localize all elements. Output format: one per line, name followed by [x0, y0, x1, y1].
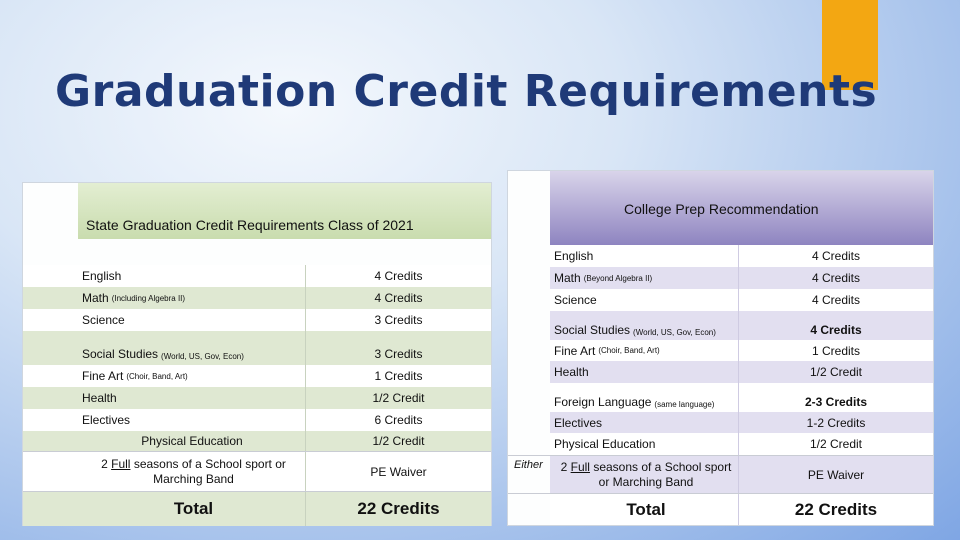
row-label: Science	[82, 313, 125, 327]
row-note: (Beyond Algebra II)	[583, 273, 653, 283]
row-label: Physical Education	[141, 434, 243, 448]
waiver-text: seasons of a School sport or Marching Band	[593, 460, 732, 489]
table-row	[23, 287, 491, 309]
waiver-value: PE Waiver	[738, 456, 933, 494]
row-value: 4 Credits	[738, 289, 933, 311]
row-label: Health	[554, 365, 589, 379]
row-value: 4 Credits	[738, 311, 933, 340]
waiver-value: PE Waiver	[305, 452, 491, 492]
state-requirements-header: State Graduation Credit Requirements Class of 2021	[78, 183, 491, 239]
row-value: 3 Credits	[305, 331, 491, 365]
row-value: 2-3 Credits	[738, 383, 933, 412]
table-row	[508, 412, 933, 433]
row-label: Social Studies	[554, 323, 631, 337]
row-label: English	[82, 269, 122, 283]
waiver-text: seasons of a School sport or Marching Band	[133, 457, 286, 486]
waiver-row	[508, 455, 933, 494]
total-row	[508, 493, 933, 525]
row-value: 4 Credits	[305, 287, 491, 309]
total-value: 22 Credits	[305, 492, 491, 526]
table-row	[23, 265, 491, 287]
table-row	[508, 245, 933, 267]
college-prep-header: College Prep Recommendation	[550, 171, 933, 245]
row-value: 1-2 Credits	[738, 412, 933, 433]
waiver-full: Full	[111, 457, 131, 471]
row-label: Health	[82, 391, 117, 405]
row-note: (Choir, Band, Art)	[126, 371, 188, 381]
total-value: 22 Credits	[738, 494, 933, 525]
table-row	[508, 311, 933, 340]
row-value: 4 Credits	[738, 245, 933, 267]
table-row	[23, 309, 491, 331]
table-row	[23, 331, 491, 365]
row-value: 4 Credits	[305, 265, 491, 287]
waiver-count: 2	[101, 457, 108, 471]
table-row	[23, 431, 491, 451]
row-value: 1/2 Credit	[305, 431, 491, 451]
row-label: Science	[554, 293, 597, 307]
row-label: Math	[82, 291, 109, 305]
row-label: Physical Education	[554, 437, 656, 451]
total-label: Total	[550, 494, 738, 525]
row-note: (same language)	[654, 400, 715, 409]
row-label: Fine Art	[82, 369, 124, 383]
row-note: (Including Algebra II)	[111, 293, 186, 303]
row-value: 1/2 Credit	[305, 387, 491, 409]
row-value: 3 Credits	[305, 309, 491, 331]
row-label: English	[554, 249, 594, 263]
table-row	[508, 433, 933, 455]
row-value: 1 Credits	[738, 340, 933, 361]
table-row	[508, 289, 933, 311]
row-label: Electives	[82, 413, 131, 427]
row-label: Foreign Language	[554, 395, 652, 409]
row-value: 6 Credits	[305, 409, 491, 431]
row-label: Fine Art	[554, 343, 596, 358]
table-row	[508, 340, 933, 361]
row-note: (World, US, Gov, Econ)	[633, 328, 716, 337]
row-value: 4 Credits	[738, 267, 933, 289]
row-label: Electives	[554, 415, 603, 430]
college-prep-panel	[507, 170, 934, 526]
table-row	[508, 383, 933, 412]
row-label: Social Studies	[82, 347, 159, 361]
row-value: 1/2 Credit	[738, 361, 933, 383]
table-row	[508, 267, 933, 289]
total-row	[23, 491, 491, 526]
total-label: Total	[78, 492, 305, 526]
row-label: Math	[554, 271, 581, 285]
table-row	[23, 365, 491, 387]
waiver-full: Full	[570, 460, 590, 474]
row-note: (World, US, Gov, Econ)	[161, 352, 244, 361]
table-row	[508, 361, 933, 383]
row-value: 1/2 Credit	[738, 433, 933, 455]
waiver-row	[23, 451, 491, 492]
either-label: Either	[514, 459, 543, 471]
row-note: (Choir, Band, Art)	[598, 346, 660, 355]
state-requirements-panel	[22, 182, 492, 526]
page-title: Graduation Credit Requirements	[55, 66, 878, 117]
table-row	[23, 387, 491, 409]
row-value: 1 Credits	[305, 365, 491, 387]
waiver-count: 2	[560, 460, 568, 474]
table-row	[23, 409, 491, 431]
